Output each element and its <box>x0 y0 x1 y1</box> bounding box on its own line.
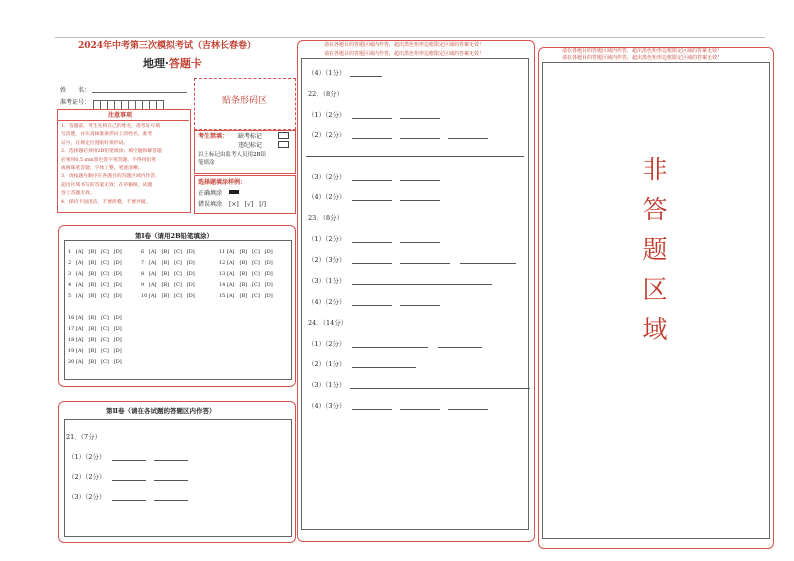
non-answer-char: 非 <box>642 155 668 184</box>
notice-line: 4．保持卡面清洁，不要折叠、不要弄破。 <box>61 199 151 205</box>
subject-title: 地理·答题卡 <box>143 57 202 70</box>
mc-question-12[interactable] <box>219 258 273 269</box>
warning-top-right-2: 请在各题目的答题区域内作答，超出黑色矩形边框限定区域的答案无效！ <box>562 55 723 61</box>
q23-title: 23．（8分） <box>308 214 344 222</box>
wrong-fill-label: 错误填涂 <box>198 201 223 208</box>
mc-number: 17 <box>68 326 75 332</box>
absent-label: 缺考标记 <box>238 133 263 140</box>
non-answer-char: 题 <box>642 235 668 264</box>
mc-question-10[interactable] <box>141 291 195 302</box>
mc-question-17[interactable] <box>68 324 122 335</box>
mc-options[interactable]: [A] [B] [C] [D] <box>76 271 122 277</box>
non-answer-char: 区 <box>642 275 668 304</box>
mc-number: 11 <box>219 249 226 255</box>
q21-part1: （1）（2分） <box>68 452 188 461</box>
mc-number: 3 <box>68 271 72 277</box>
wrong-fill-marks: [×] [√] [/] <box>229 201 266 208</box>
notice-line: 必须用0.5 mm黑色签字笔答题，不得用铅笔 <box>61 157 157 163</box>
mc-question-11[interactable] <box>219 247 273 258</box>
mc-options[interactable]: [A] [B] [C] [D] <box>76 282 122 288</box>
mc-number: 9 <box>141 282 145 288</box>
q23-part3: （3）（1分） <box>308 276 492 285</box>
notice-line: 超出区域书写的答案无效；在草稿纸、试题 <box>61 182 153 188</box>
mc-number: 2 <box>68 260 72 266</box>
mc-number: 12 <box>219 260 226 266</box>
warning-top-left-2: 请在各题目的答题区域内作答，超出黑色矩形边框限定区域的答案无效！ <box>324 51 485 57</box>
fill-example-title: 选择题填涂样例： <box>198 179 247 186</box>
mc-question-9[interactable] <box>141 280 195 291</box>
q22-part1: （1）（2分） <box>308 110 440 119</box>
notice-line: 或圆珠笔答题；字体工整、笔迹清晰。 <box>61 166 143 172</box>
mc-number: 19 <box>68 348 75 354</box>
notice-line: 写清楚，并认真核准条形码上的姓名、准考 <box>61 132 153 138</box>
q22-part3: （3）（2分） <box>308 172 440 181</box>
q21-part3: （3）（2分） <box>68 492 188 501</box>
mc-number: 10 <box>141 293 148 299</box>
q23-part1: （1）（2分） <box>308 234 440 243</box>
mc-number: 5 <box>68 293 72 299</box>
q22-title: 22．（8分） <box>308 90 344 98</box>
mc-options[interactable]: [A] [B] [C] [D] <box>227 293 273 299</box>
name-field[interactable] <box>92 92 187 93</box>
violation-label: 违纪标记 <box>238 142 263 149</box>
mc-question-1[interactable] <box>68 247 122 258</box>
notice-line: 2．选择题必须用2B铅笔填涂；填空题和解答题 <box>61 149 162 155</box>
mc-number: 14 <box>219 282 226 288</box>
violation-checkbox[interactable] <box>278 141 289 148</box>
mc-options[interactable]: [A] [B] [C] [D] <box>76 293 122 299</box>
mc-number: 15 <box>219 293 226 299</box>
marks-note-1: 以上标记由监考人员用2B铅 <box>198 152 267 158</box>
section2-title: 第Ⅱ卷（请在各试题的答题区内作答） <box>106 407 216 415</box>
middle-answer-box[interactable] <box>301 58 529 530</box>
mc-question-6[interactable] <box>141 247 195 258</box>
mc-question-19[interactable] <box>68 346 122 357</box>
correct-fill-mark <box>229 190 239 194</box>
mc-question-15[interactable] <box>219 291 273 302</box>
mc-options[interactable]: [A] [B] [C] [D] <box>149 293 195 299</box>
candidate-marks-label: 考生禁填： <box>198 133 229 140</box>
mc-question-8[interactable] <box>141 269 195 280</box>
mc-number: 7 <box>141 260 145 266</box>
warning-top-right: 请在各题目的答题区域内作答，超出黑色矩形边框限定区域的答案无效！ <box>562 48 723 54</box>
mc-number: 6 <box>141 249 145 255</box>
notice-line: 1．答题前，考生先将自己的姓名，准考证号填 <box>61 124 160 129</box>
q24-title: 24．（14分） <box>308 319 348 327</box>
mc-options[interactable]: [A] [B] [C] [D] <box>227 271 273 277</box>
mc-number: 8 <box>141 271 145 277</box>
mc-question-2[interactable] <box>68 258 122 269</box>
notice-line: 卷上答题无效。 <box>61 191 95 197</box>
q24-part2: （2）（1分） <box>308 359 416 368</box>
q23-part4: （4）（2分） <box>308 297 440 306</box>
warning-top-left: 请在各题目的答题区域内作答，超出黑色矩形边框限定区域的答案无效！ <box>324 42 485 48</box>
mc-options[interactable]: [A] [B] [C] [D] <box>76 337 122 343</box>
mc-options[interactable]: [A] [B] [C] [D] <box>76 249 122 255</box>
non-answer-char: 答 <box>642 195 668 224</box>
correct-fill-label: 正确填涂 <box>198 190 223 197</box>
q24-part3: （3）（1分） <box>308 380 530 389</box>
q23-part2: （2）（3分） <box>308 255 516 264</box>
q24-part4: （4）（3分） <box>308 401 488 410</box>
section1-title: 第Ⅰ卷（请用2B铅笔填涂） <box>135 232 214 240</box>
mc-question-16[interactable] <box>68 313 122 324</box>
mc-question-3[interactable] <box>68 269 122 280</box>
q21-title: 21．（7分） <box>66 433 102 441</box>
name-label: 姓 名： <box>60 87 91 94</box>
mc-number: 4 <box>68 282 72 288</box>
non-answer-char: 域 <box>642 315 668 344</box>
mc-question-4[interactable] <box>68 280 122 291</box>
mc-question-7[interactable] <box>141 258 195 269</box>
mc-options[interactable]: [A] [B] [C] [D] <box>227 260 273 266</box>
non-answer-label <box>640 150 670 350</box>
q20-part4: （4）（1分） <box>308 68 382 77</box>
mc-options[interactable]: [A] [B] [C] [D] <box>76 260 122 266</box>
marks-note-2: 笔填涂 <box>198 160 215 166</box>
notice-title: 注意事项 <box>108 112 133 119</box>
exam-title: 2024年中考第三次模拟考试（吉林长春卷） <box>78 41 257 51</box>
mc-question-14[interactable] <box>219 280 273 291</box>
notice-text <box>61 123 162 207</box>
mc-options[interactable]: [A] [B] [C] [D] <box>149 282 195 288</box>
q22-part2: （2）（2分） <box>308 130 488 139</box>
barcode-label: 贴条形码区 <box>222 96 268 106</box>
mc-options[interactable]: [A] [B] [C] [D] <box>76 326 122 332</box>
mc-question-18[interactable] <box>68 335 122 346</box>
q21-part2: （2）（2分） <box>68 472 188 481</box>
mc-options[interactable]: [A] [B] [C] [D] <box>149 249 195 255</box>
id-label: 准考证号： <box>60 99 91 106</box>
mc-number: 18 <box>68 337 75 343</box>
mc-options[interactable]: [A] [B] [C] [D] <box>227 249 273 255</box>
notice-line: 3．请按题号顺序在各题目的答题区域内作答， <box>61 174 160 180</box>
mc-number: 13 <box>219 271 226 277</box>
mc-options[interactable]: [A] [B] [C] [D] <box>76 315 122 321</box>
mc-options[interactable]: [A] [B] [C] [D] <box>149 271 195 277</box>
mc-question-20[interactable] <box>68 357 122 368</box>
mc-options[interactable]: [A] [B] [C] [D] <box>76 348 122 354</box>
q22-part4: （4）（2分） <box>308 192 440 201</box>
mc-options[interactable]: [A] [B] [C] [D] <box>149 260 195 266</box>
mc-question-5[interactable] <box>68 291 122 302</box>
q24-part1: （1）（2分） <box>308 339 482 348</box>
mc-options[interactable]: [A] [B] [C] [D] <box>227 282 273 288</box>
mc-question-13[interactable] <box>219 269 273 280</box>
mc-number: 1 <box>68 249 72 255</box>
absent-checkbox[interactable] <box>278 132 289 139</box>
mc-number: 16 <box>68 315 75 321</box>
mc-options[interactable]: [A] [B] [C] [D] <box>76 359 122 365</box>
mc-number: 20 <box>68 359 75 365</box>
notice-line: 证号，在规定位置贴好条形码。 <box>61 140 129 146</box>
q22-extra-line <box>306 156 524 157</box>
